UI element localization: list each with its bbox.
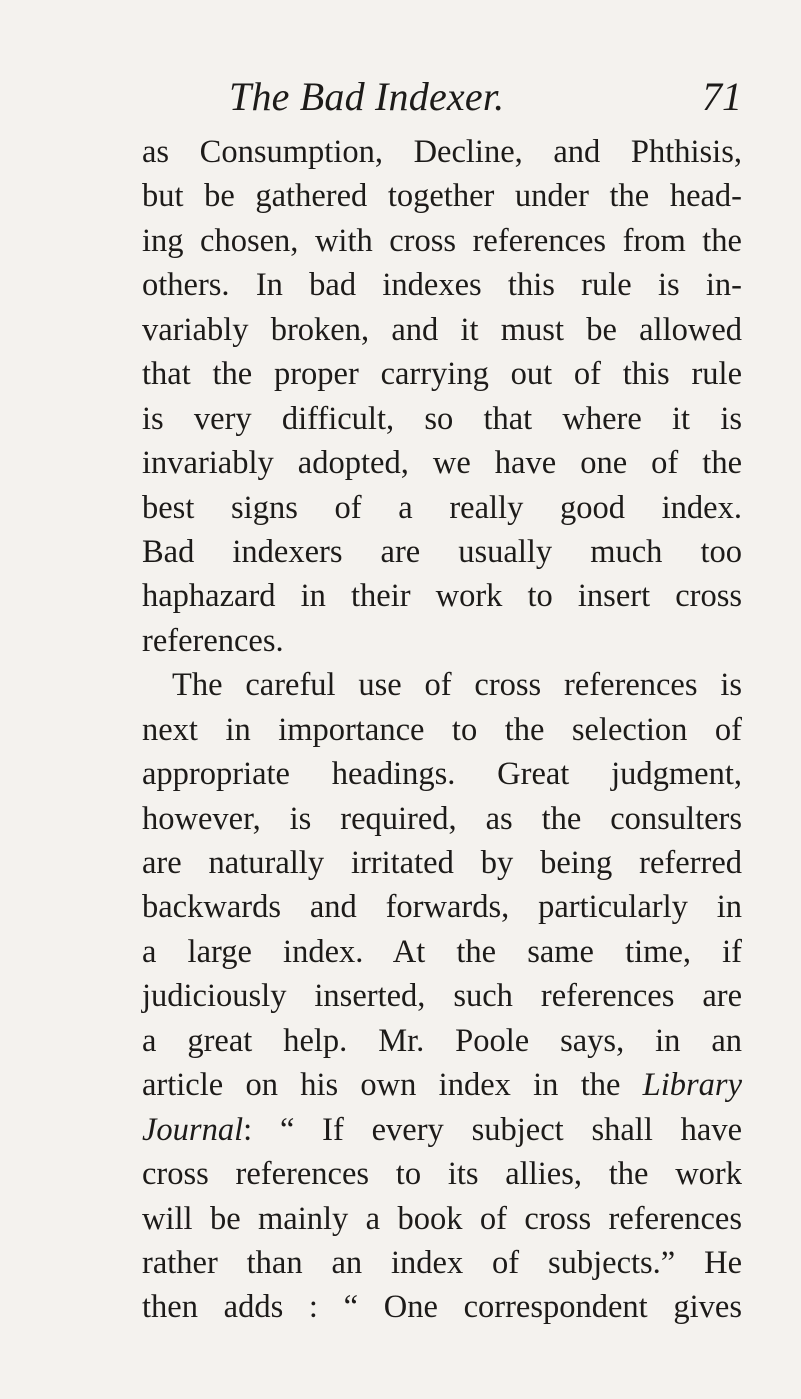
text-line: but be gathered together under the head- bbox=[142, 178, 742, 215]
text-line: that the proper carrying out of this rule bbox=[142, 356, 742, 393]
text-line: next in importance to the selection of bbox=[142, 711, 742, 748]
text-line: will be mainly a book of cross references bbox=[142, 1200, 742, 1237]
running-title: The Bad Indexer. bbox=[229, 74, 505, 119]
text-line: others. In bad indexes this rule is in- bbox=[142, 267, 742, 304]
text-line: haphazard in their work to insert cross bbox=[142, 578, 742, 615]
text-line: article on his own index in the Library bbox=[142, 1067, 742, 1104]
text-line: judiciously inserted, such references are bbox=[142, 978, 742, 1015]
italic-title: Journal bbox=[142, 1111, 244, 1148]
running-head bbox=[140, 72, 742, 122]
paragraph-start-line: The careful use of cross references is bbox=[172, 667, 742, 704]
text-line: are naturally irritated by being referred bbox=[142, 845, 742, 881]
text-line: Journal: “ If every subject shall have bbox=[142, 1111, 742, 1148]
text-line: variably broken, and it must be allowed bbox=[142, 311, 742, 348]
text-line: then adds : “ One correspondent gives bbox=[142, 1289, 742, 1326]
text-line: invariably adopted, we have one of the bbox=[142, 445, 742, 482]
text-line: is very difficult, so that where it is bbox=[142, 400, 742, 437]
text-line: rather than an index of subjects.” He bbox=[142, 1244, 742, 1281]
text-line: as Consumption, Decline, and Phthisis, bbox=[142, 134, 742, 170]
text-line: Bad indexers are usually much too bbox=[142, 533, 742, 570]
text-line: cross references to its allies, the work bbox=[142, 1156, 742, 1193]
text-line: backwards and forwards, particularly in bbox=[142, 889, 742, 926]
text-line: references. bbox=[142, 622, 284, 659]
text-line: a large index. At the same time, if bbox=[142, 933, 742, 970]
text-line: ing chosen, with cross references from the bbox=[142, 222, 742, 259]
text-line: best signs of a really good index. bbox=[142, 489, 742, 526]
text-line: however, is required, as the consulters bbox=[142, 800, 742, 837]
italic-title: Library bbox=[642, 1067, 742, 1104]
text-line: a great help. Mr. Poole says, in an bbox=[142, 1022, 742, 1059]
page-number: 71 bbox=[702, 74, 742, 119]
body-text bbox=[142, 130, 742, 1330]
text-line: appropriate headings. Great judgment, bbox=[142, 756, 742, 793]
